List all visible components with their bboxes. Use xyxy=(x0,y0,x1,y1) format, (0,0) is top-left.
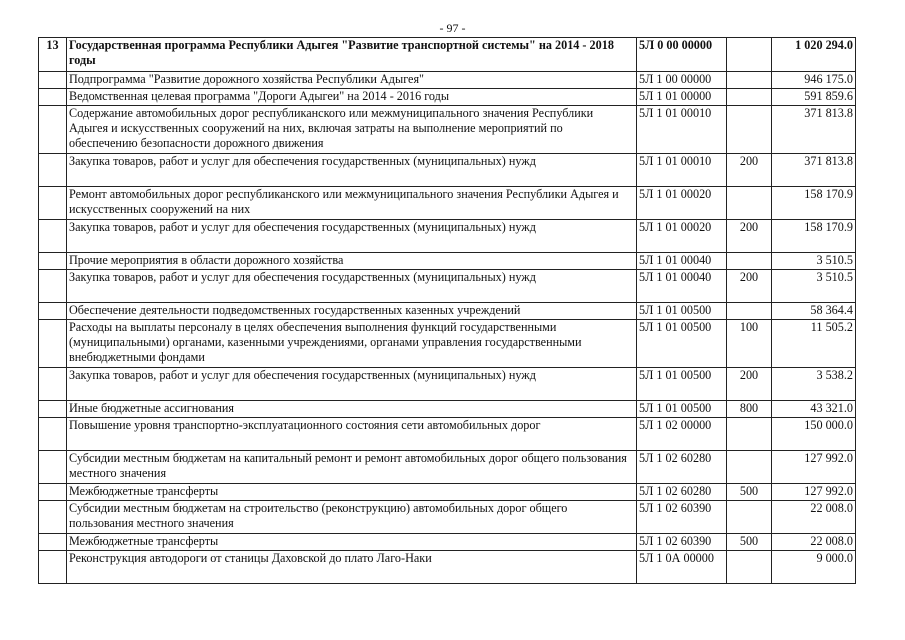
expense-type-code xyxy=(727,187,772,220)
budget-code: 5Л 1 02 60390 xyxy=(637,534,727,551)
budget-code: 5Л 1 0А 00000 xyxy=(637,551,727,584)
budget-code: 5Л 1 02 00000 xyxy=(637,418,727,451)
amount: 150 000.0 xyxy=(772,418,856,451)
table-row xyxy=(39,38,856,72)
table-row xyxy=(39,368,856,401)
expense-type-code xyxy=(727,89,772,106)
expense-name: Закупка товаров, работ и услуг для обеспечения государственных (муниципальных) нужд xyxy=(67,154,637,187)
budget-code: 5Л 1 01 00010 xyxy=(637,154,727,187)
table-row xyxy=(39,551,856,584)
budget-code: 5Л 1 01 00000 xyxy=(637,89,727,106)
row-number xyxy=(39,253,67,270)
row-number xyxy=(39,270,67,303)
expense-type-code xyxy=(727,72,772,89)
budget-code: 5Л 1 01 00500 xyxy=(637,368,727,401)
amount: 43 321.0 xyxy=(772,401,856,418)
expense-name: Подпрограмма "Развитие дорожного хозяйства Республики Адыгея" xyxy=(67,72,637,89)
amount: 371 813.8 xyxy=(772,154,856,187)
expense-name: Закупка товаров, работ и услуг для обеспечения государственных (муниципальных) нужд xyxy=(67,368,637,401)
row-number xyxy=(39,534,67,551)
row-number xyxy=(39,501,67,534)
budget-code: 5Л 1 01 00500 xyxy=(637,320,727,368)
expense-name: Прочие мероприятия в области дорожного хозяйства xyxy=(67,253,637,270)
row-number xyxy=(39,89,67,106)
expense-type-code xyxy=(727,303,772,320)
table-row xyxy=(39,106,856,154)
amount: 371 813.8 xyxy=(772,106,856,154)
budget-code: 5Л 0 00 00000 xyxy=(637,38,727,72)
expense-name: Закупка товаров, работ и услуг для обеспечения государственных (муниципальных) нужд xyxy=(67,220,637,253)
table-row xyxy=(39,418,856,451)
expense-type-code: 200 xyxy=(727,270,772,303)
amount: 127 992.0 xyxy=(772,484,856,501)
page-number: - 97 - xyxy=(439,21,466,35)
table-row xyxy=(39,187,856,220)
budget-code: 5Л 1 02 60390 xyxy=(637,501,727,534)
expense-type-code: 200 xyxy=(727,220,772,253)
expense-type-code: 500 xyxy=(727,484,772,501)
row-number xyxy=(39,368,67,401)
row-number: 13 xyxy=(39,38,67,72)
table-row xyxy=(39,401,856,418)
budget-code: 5Л 1 01 00500 xyxy=(637,303,727,320)
amount: 158 170.9 xyxy=(772,220,856,253)
table-row xyxy=(39,253,856,270)
amount: 58 364.4 xyxy=(772,303,856,320)
table-row xyxy=(39,154,856,187)
expense-name: Содержание автомобильных дорог республиканского или межмуниципального значения Республики Адыгея и искусственных сооружений на них, включая затраты на выполнение мероприятий по обеспечению безопасности дорожного движения xyxy=(67,106,637,154)
amount: 11 505.2 xyxy=(772,320,856,368)
row-number xyxy=(39,484,67,501)
expense-type-code xyxy=(727,551,772,584)
amount: 3 538.2 xyxy=(772,368,856,401)
amount: 127 992.0 xyxy=(772,451,856,484)
budget-code: 5Л 1 01 00500 xyxy=(637,401,727,418)
expense-type-code xyxy=(727,253,772,270)
expense-type-code: 200 xyxy=(727,154,772,187)
expense-name: Реконструкция автодороги от станицы Даховской до плато Лаго-Наки xyxy=(67,551,637,584)
table-row xyxy=(39,89,856,106)
row-number xyxy=(39,551,67,584)
row-number xyxy=(39,72,67,89)
expense-type-code: 500 xyxy=(727,534,772,551)
amount: 1 020 294.0 xyxy=(772,38,856,72)
row-number xyxy=(39,418,67,451)
budget-code: 5Л 1 01 00020 xyxy=(637,220,727,253)
table-row xyxy=(39,303,856,320)
expense-type-code xyxy=(727,38,772,72)
expense-type-code: 200 xyxy=(727,368,772,401)
amount: 591 859.6 xyxy=(772,89,856,106)
budget-code: 5Л 1 01 00040 xyxy=(637,253,727,270)
amount: 946 175.0 xyxy=(772,72,856,89)
table-row xyxy=(39,451,856,484)
table-row xyxy=(39,72,856,89)
expense-name: Межбюджетные трансферты xyxy=(67,534,637,551)
expense-type-code: 800 xyxy=(727,401,772,418)
expense-name: Расходы на выплаты персоналу в целях обеспечения выполнения функций государственными (муниципальными) органами, казенными учреждениями, органами управления государственными внебюджетными фондами xyxy=(67,320,637,368)
expense-type-code: 100 xyxy=(727,320,772,368)
expense-name: Закупка товаров, работ и услуг для обеспечения государственных (муниципальных) нужд xyxy=(67,270,637,303)
expense-name: Повышение уровня транспортно-эксплуатационного состояния сети автомобильных дорог xyxy=(67,418,637,451)
row-number xyxy=(39,401,67,418)
expense-type-code xyxy=(727,418,772,451)
expense-type-code xyxy=(727,106,772,154)
budget-code: 5Л 1 00 00000 xyxy=(637,72,727,89)
row-number xyxy=(39,154,67,187)
amount: 3 510.5 xyxy=(772,270,856,303)
amount: 9 000.0 xyxy=(772,551,856,584)
row-number xyxy=(39,320,67,368)
budget-code: 5Л 1 02 60280 xyxy=(637,484,727,501)
expense-name: Государственная программа Республики Адыгея "Развитие транспортной системы" на 2014 - 2018 годы xyxy=(67,38,637,72)
expense-name: Иные бюджетные ассигнования xyxy=(67,401,637,418)
expense-name: Субсидии местным бюджетам на капитальный ремонт и ремонт автомобильных дорог общего пользования местного значения xyxy=(67,451,637,484)
table-row xyxy=(39,320,856,368)
expense-name: Обеспечение деятельности подведомственных государственных казенных учреждений xyxy=(67,303,637,320)
amount: 158 170.9 xyxy=(772,187,856,220)
table-row xyxy=(39,484,856,501)
amount: 22 008.0 xyxy=(772,501,856,534)
budget-table xyxy=(38,37,856,584)
budget-code: 5Л 1 01 00020 xyxy=(637,187,727,220)
amount: 22 008.0 xyxy=(772,534,856,551)
expense-name: Межбюджетные трансферты xyxy=(67,484,637,501)
expense-name: Ремонт автомобильных дорог республиканского или межмуниципального значения Республики Адыгея и искусственных сооружений на них xyxy=(67,187,637,220)
expense-name: Ведомственная целевая программа "Дороги Адыгеи" на 2014 - 2016 годы xyxy=(67,89,637,106)
row-number xyxy=(39,106,67,154)
row-number xyxy=(39,303,67,320)
budget-code: 5Л 1 01 00040 xyxy=(637,270,727,303)
table-row xyxy=(39,534,856,551)
budget-code: 5Л 1 01 00010 xyxy=(637,106,727,154)
table-row xyxy=(39,220,856,253)
expense-type-code xyxy=(727,501,772,534)
budget-code: 5Л 1 02 60280 xyxy=(637,451,727,484)
row-number xyxy=(39,451,67,484)
amount: 3 510.5 xyxy=(772,253,856,270)
expense-type-code xyxy=(727,451,772,484)
row-number xyxy=(39,187,67,220)
table-row xyxy=(39,270,856,303)
row-number xyxy=(39,220,67,253)
expense-name: Субсидии местным бюджетам на строительство (реконструкцию) автомобильных дорог общего пользования местного значения xyxy=(67,501,637,534)
table-row xyxy=(39,501,856,534)
